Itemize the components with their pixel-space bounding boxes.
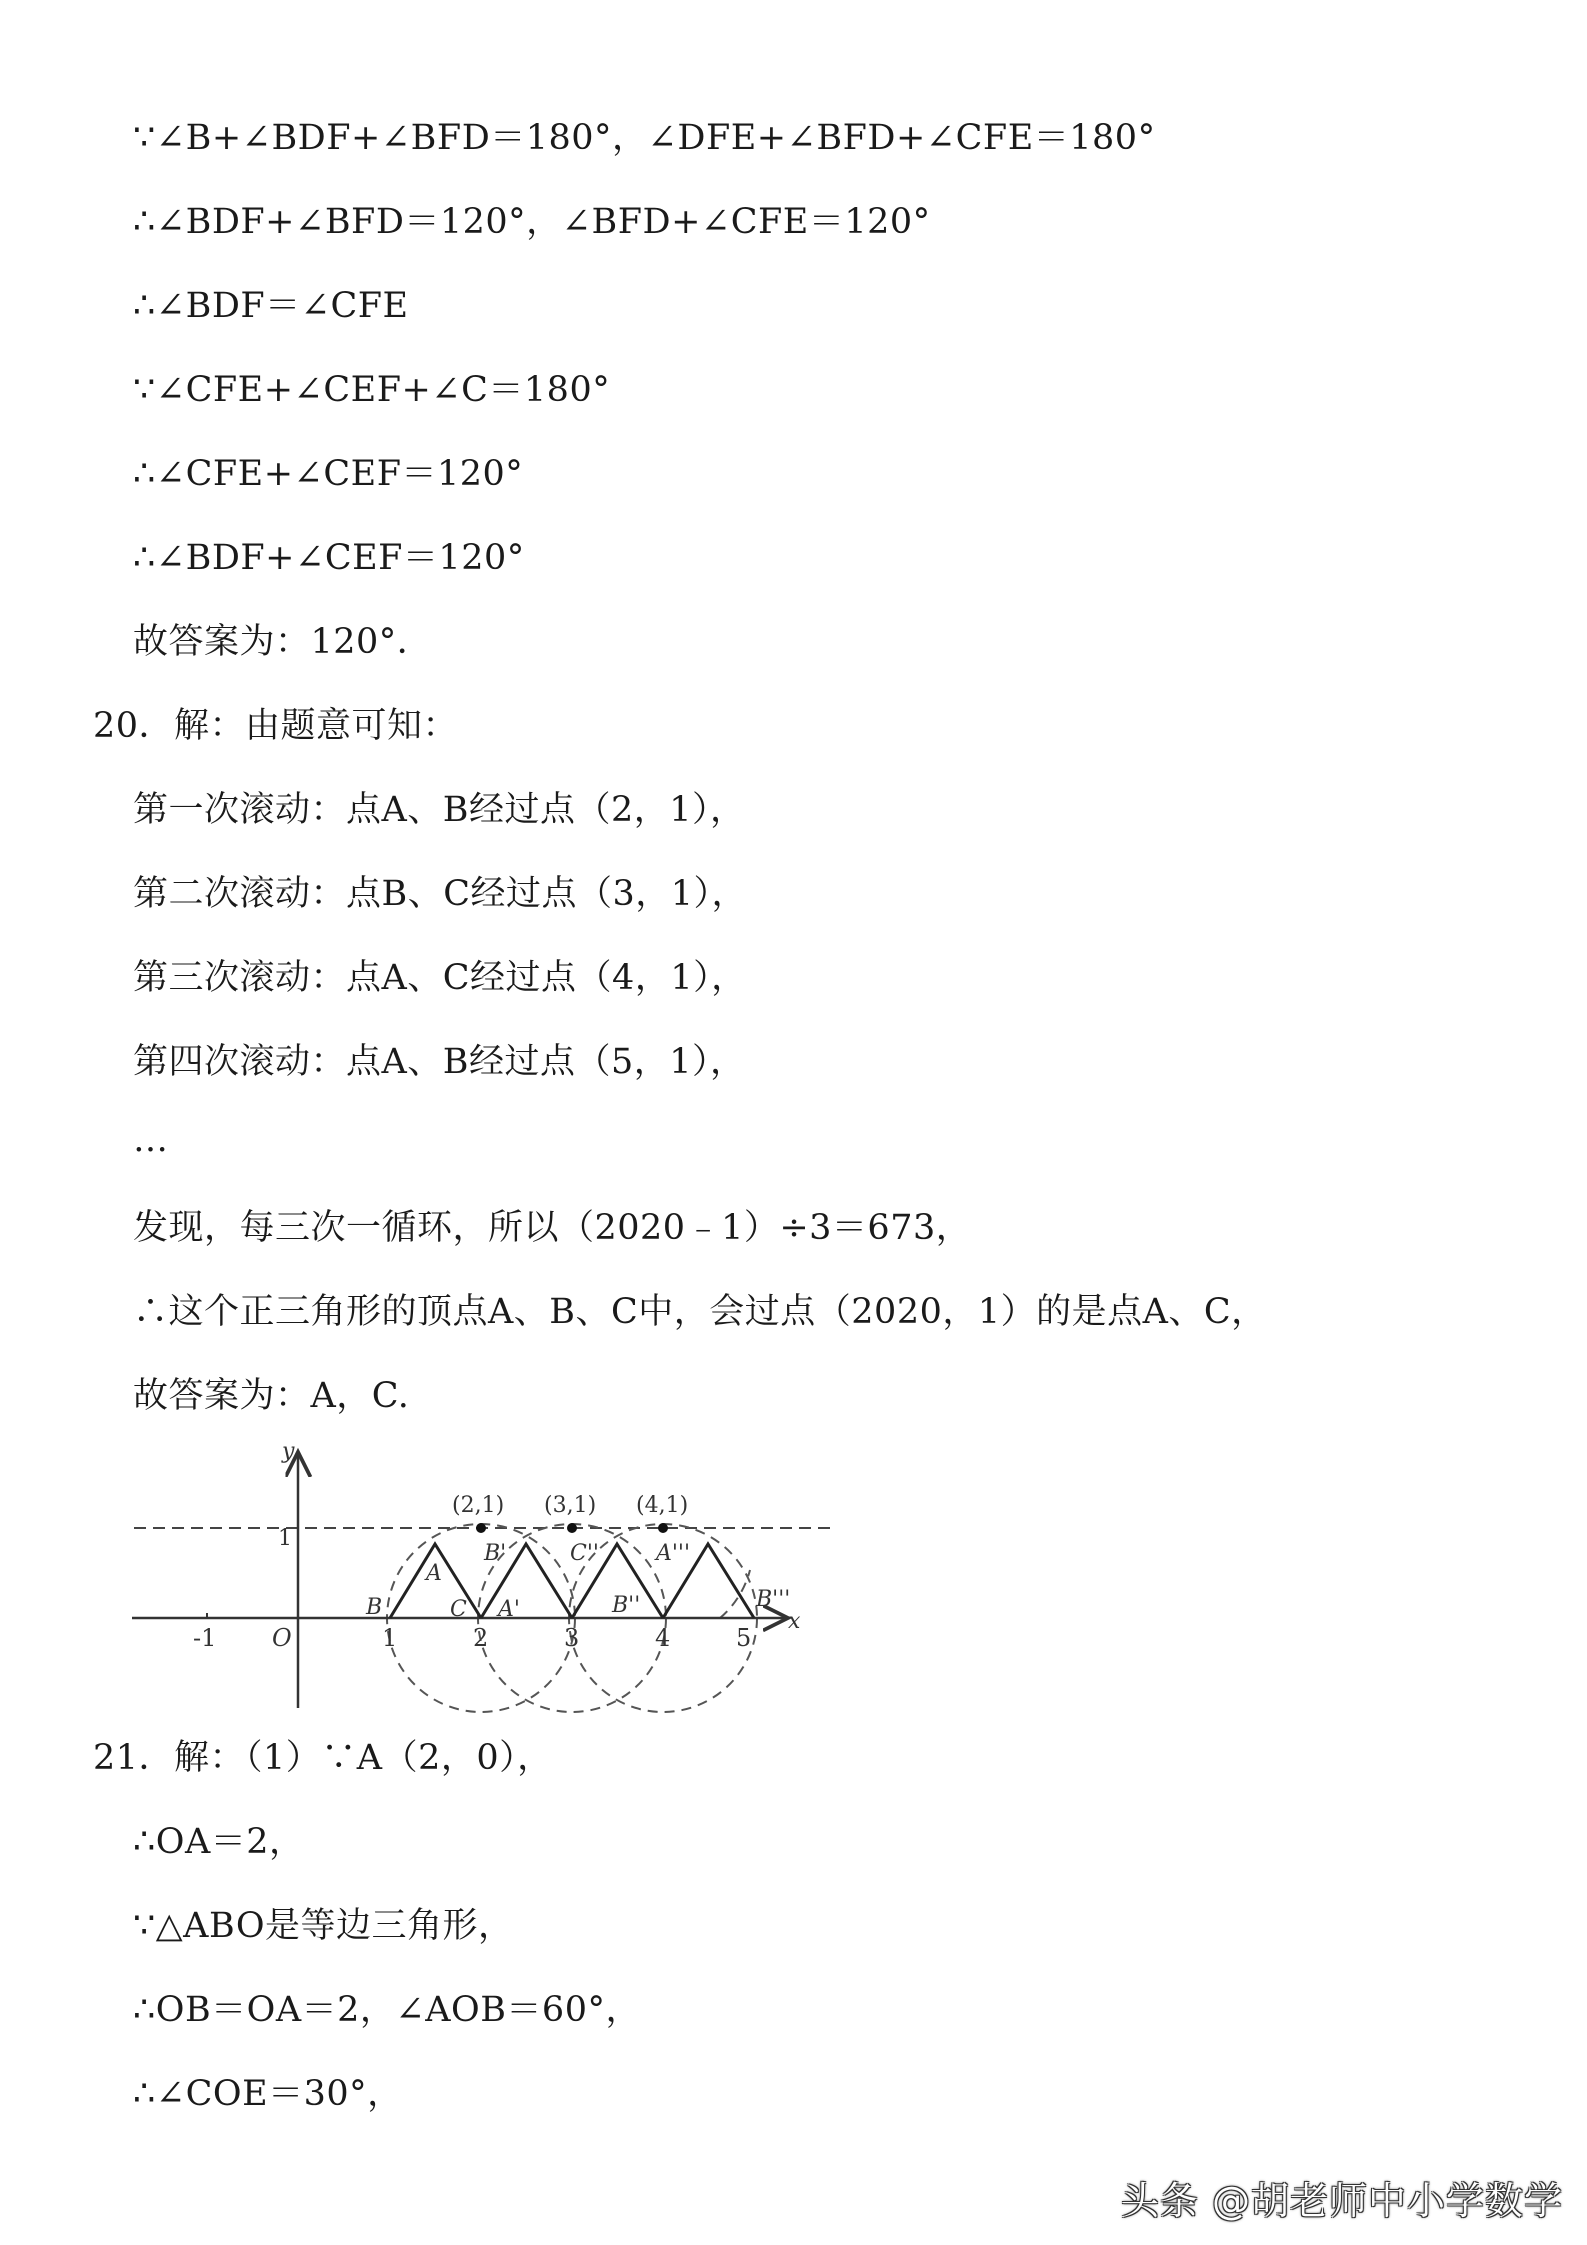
vertex-label: A: [426, 1561, 442, 1586]
text-line: 故答案为：A，C.: [133, 1376, 410, 1416]
x-tick-label: 5: [736, 1624, 752, 1652]
vertex-label: B: [366, 1595, 383, 1620]
point-4-1: [658, 1523, 668, 1533]
vertex-label: B': [484, 1541, 507, 1566]
text-line: ∵∠CFE+∠CEF+∠C＝180°: [133, 370, 611, 410]
question-20-heading: 20．解：由题意可知：: [93, 706, 459, 746]
vertex-label: B''': [756, 1587, 791, 1612]
x-axis-label: x: [788, 1609, 801, 1634]
text-line: 第一次滚动：点A、B经过点（2，1），: [133, 790, 746, 830]
dashed-arc: [720, 1570, 750, 1618]
y-axis-label: y: [282, 1439, 295, 1464]
text-line: ∴OA＝2，: [133, 1822, 305, 1862]
point-label: (2,1): [452, 1493, 505, 1518]
vertex-label: B'': [612, 1593, 641, 1618]
point-3-1: [567, 1523, 577, 1533]
text-line: ∴∠BDF＝∠CFE: [133, 286, 409, 326]
vertex-label: C'': [570, 1541, 599, 1566]
text-line: 第四次滚动：点A、B经过点（5，1），: [133, 1042, 746, 1082]
point-label: (4,1): [636, 1493, 689, 1518]
text-line: 发现，每三次一循环，所以（2020﹣1）÷3＝673，: [133, 1208, 972, 1248]
text-line: ∵△ABO是等边三角形，: [133, 1906, 514, 1946]
x-tick-label: 2: [473, 1624, 489, 1652]
text-line: …: [133, 1120, 169, 1160]
point-label: (3,1): [544, 1493, 597, 1518]
x-tick-label: 3: [564, 1624, 580, 1652]
x-tick-label: 4: [655, 1624, 671, 1652]
text-line: ∴∠CFE+∠CEF＝120°: [133, 454, 524, 494]
point-2-1: [476, 1523, 486, 1533]
question-21-heading: 21．解：（1）∵A（2，0），: [93, 1738, 553, 1778]
text-line: ∴OB＝OA＝2，∠AOB＝60°，: [133, 1990, 641, 2030]
rolling-triangle-figure: [120, 1430, 840, 1720]
y-tick-label: 1: [278, 1526, 292, 1551]
text-line: ∴这个正三角形的顶点A、B、C中，会过点（2020，1）的是点A、C，: [133, 1292, 1267, 1332]
text-line: 第三次滚动：点A、C经过点（4，1），: [133, 958, 747, 998]
text-line: ∵∠B+∠BDF+∠BFD＝180°，∠DFE+∠BFD+∠CFE＝180°: [133, 118, 1156, 158]
text-line: ∴∠BDF+∠BFD＝120°，∠BFD+∠CFE＝120°: [133, 202, 931, 242]
text-line: ∴∠COE＝30°，: [133, 2074, 403, 2114]
vertex-label: C: [450, 1597, 467, 1622]
watermark: 头条 @胡老师中小学数学: [1120, 2179, 1563, 2223]
x-tick-label: 1: [382, 1624, 398, 1652]
text-line: 故答案为：120°．: [133, 622, 433, 662]
vertex-label: A''': [656, 1541, 691, 1566]
vertex-label: A': [498, 1597, 520, 1622]
text-line: 第二次滚动：点B、C经过点（3，1），: [133, 874, 748, 914]
text-line: ∴∠BDF+∠CEF＝120°: [133, 538, 525, 578]
x-tick-label: -1: [193, 1624, 217, 1652]
origin-label: O: [272, 1624, 292, 1652]
